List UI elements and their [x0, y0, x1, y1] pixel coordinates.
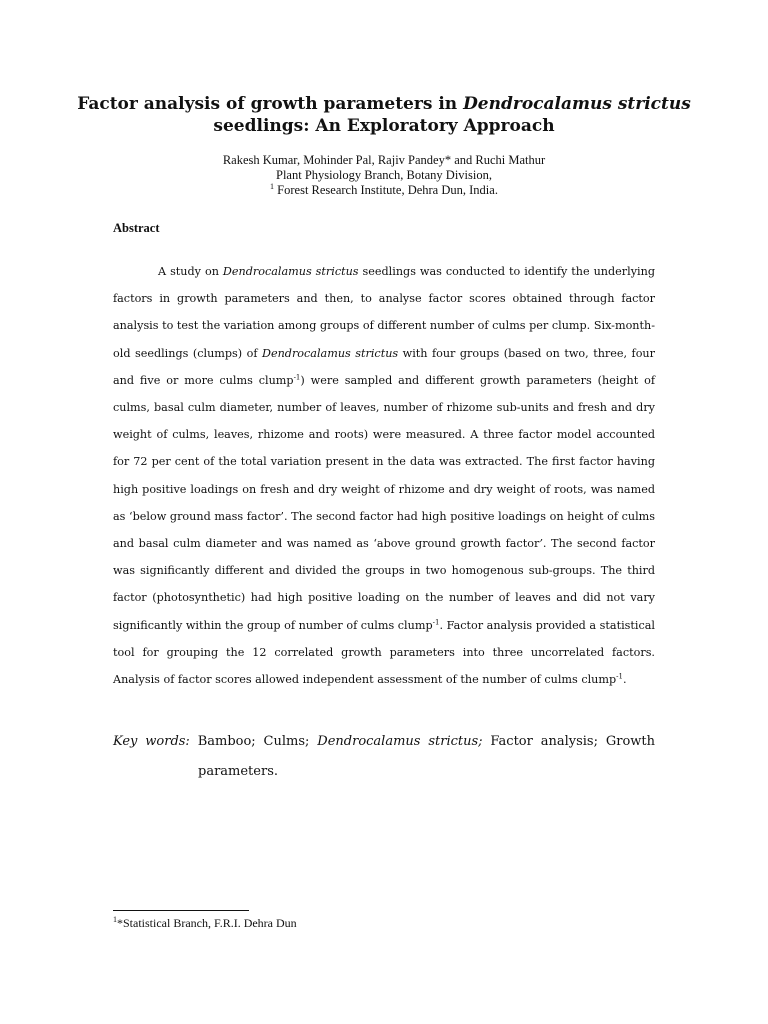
title-text: Factor analysis of growth parameters in [77, 94, 464, 114]
title-text-end: seedlings: An Exploratory Approach [213, 116, 555, 136]
abstract-text: seedlings was conducted to identify the underlying factors in growth parameters and then, to analyse factor scores obtained through factor analysis to test the variation among groups of different number of culms per clump. Six-month-old seedlings (clumps) of [113, 265, 655, 360]
keywords-label: Key words: [113, 734, 190, 749]
species-name: Dendrocalamus strictus [222, 265, 359, 278]
superscript: -1 [432, 617, 440, 626]
author-block [60, 153, 708, 198]
keywords-text: Bamboo; Culms; [189, 734, 318, 749]
species-name: Dendrocalamus strictus [262, 346, 399, 360]
affiliation-institute-text: Forest Research Institute, Dehra Dun, India. [274, 183, 498, 197]
superscript: -1 [293, 373, 301, 382]
keywords-text: Factor analysis; Growth parameters. [198, 734, 655, 779]
abstract-text: . [622, 673, 627, 687]
paper-title [60, 93, 708, 137]
title-species-name: Dendrocalamus strictus [463, 94, 691, 114]
abstract-text: . The second factor was significantly different and divided the groups in two homogenous sub-groups. The third factor (photosynthetic) had high positive loading on the number of leaves and did not vary significantly within the group of number of culms clump [113, 537, 655, 632]
footnote-rule [113, 910, 249, 911]
footnote-marker: 1 [113, 915, 117, 924]
author-names: Rakesh Kumar, Mohinder Pal, Rajiv Pandey* and Ruchi Mathur [222, 153, 546, 167]
abstract-heading: Abstract [113, 221, 160, 235]
abstract-text: ) were sampled and different growth parameters (height of culms, basal culm diameter, number of leaves, number of rhizome sub-units and fresh and dry weight of culms, leaves, rhizome and roots) were measured. A three factor model accounted for 72 per cent of the total variation present in the data was extracted. The first factor having high positive loadings on fresh and dry weight of rhizome and dry weight of roots, was named as ‘below ground mass factor’. The second factor had high positive loadings on height of culms and basal culm diameter and was named as ‘above ground growth factor [113, 373, 655, 551]
italic-quote: ’ [539, 537, 543, 551]
footnote [113, 916, 297, 931]
abstract-text: . Factor analysis provided a statistical tool for grouping the 12 correlated growth parameters into three uncorrelated factors. Analysis of factor scores allowed independent assessment of the number of culms clump [113, 618, 655, 687]
keywords-species: Dendrocalamus strictus; [317, 734, 483, 749]
affiliation-branch: Plant Physiology Branch, Botany Division, [276, 168, 492, 182]
abstract-text: A study on [158, 265, 223, 278]
abstract-body [113, 258, 655, 693]
affiliation-marker: 1 [270, 181, 275, 191]
keywords [113, 727, 655, 787]
abstract-text: with four groups (based on two, three, four and five or more culms clump [113, 346, 655, 387]
footnote-text: *Statistical Branch, F.R.I. Dehra Dun [117, 916, 297, 930]
affiliation-institute [60, 183, 708, 198]
superscript: -1 [616, 672, 623, 681]
